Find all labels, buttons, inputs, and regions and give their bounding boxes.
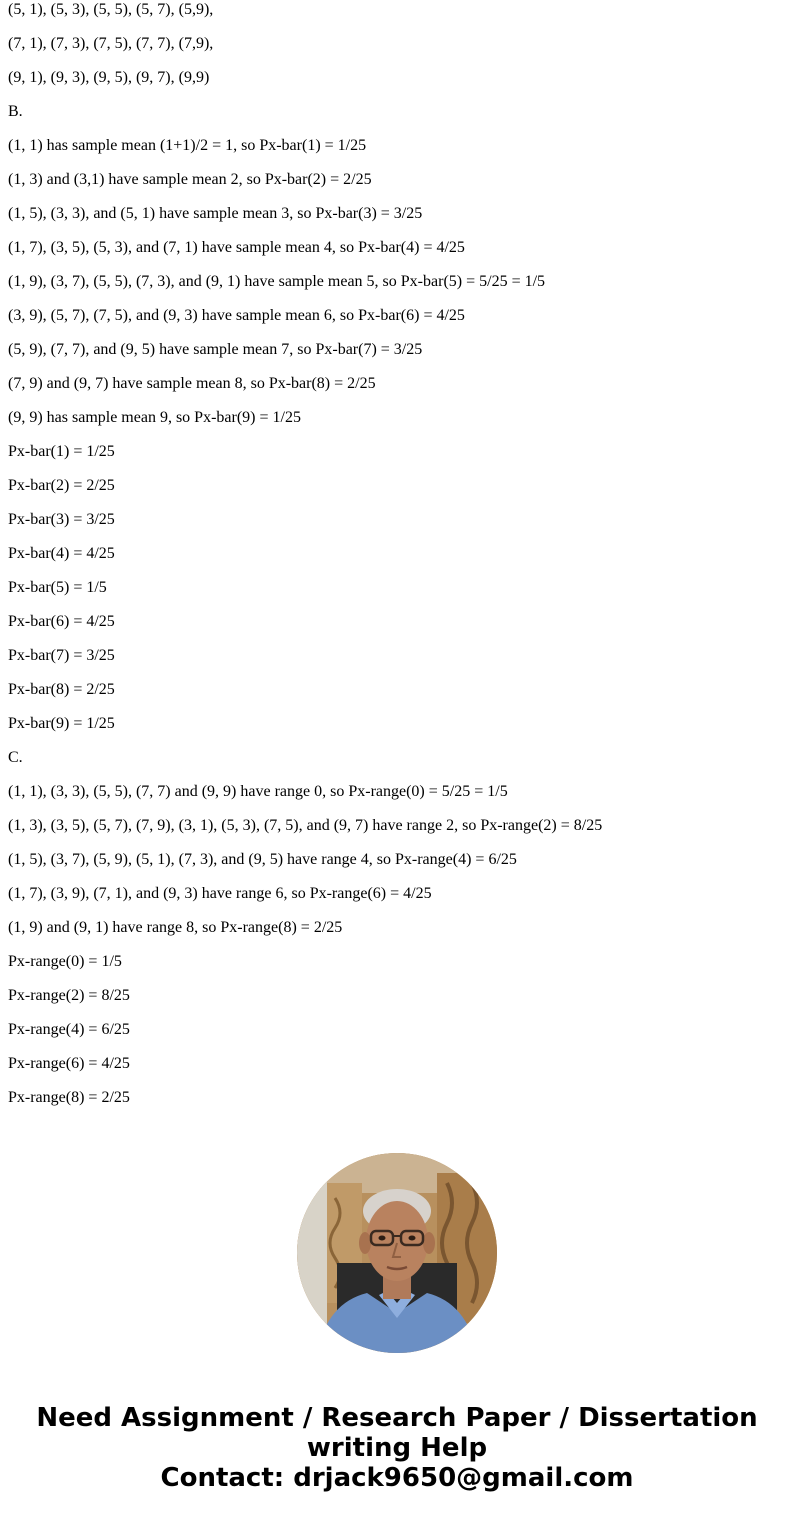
text-line: Px-bar(9) = 1/25 — [8, 715, 115, 732]
text-line: (7, 9) and (9, 7) have sample mean 8, so Px-bar(8) = 2/25 — [8, 375, 376, 392]
text-line: (3, 9), (5, 7), (7, 5), and (9, 3) have sample mean 6, so Px-bar(6) = 4/25 — [8, 307, 465, 324]
avatar — [297, 1153, 497, 1353]
text-line: Px-bar(8) = 2/25 — [8, 681, 115, 698]
text-line: (7, 1), (7, 3), (7, 5), (7, 7), (7,9), — [8, 35, 214, 52]
text-line: (9, 9) has sample mean 9, so Px-bar(9) = 1/25 — [8, 409, 301, 426]
text-line: Px-range(8) = 2/25 — [8, 1089, 130, 1106]
section-label: C. — [8, 749, 23, 766]
promo-headline: Need Assignment / Research Paper / Dissertation — [36, 1403, 758, 1433]
text-line: (5, 1), (5, 3), (5, 5), (5, 7), (5,9), — [8, 1, 214, 18]
text-line: (5, 9), (7, 7), and (9, 5) have sample mean 7, so Px-bar(7) = 3/25 — [8, 341, 423, 358]
text-line: (1, 1) has sample mean (1+1)/2 = 1, so Px-bar(1) = 1/25 — [8, 137, 367, 154]
text-line: (1, 5), (3, 3), and (5, 1) have sample mean 3, so Px-bar(3) = 3/25 — [8, 205, 423, 222]
text-line: Px-bar(6) = 4/25 — [8, 613, 115, 630]
text-line: Px-range(6) = 4/25 — [8, 1055, 130, 1072]
text-line: (1, 7), (3, 9), (7, 1), and (9, 3) have range 6, so Px-range(6) = 4/25 — [8, 885, 432, 902]
text-line: Px-range(0) = 1/5 — [8, 953, 122, 970]
text-line: (9, 1), (9, 3), (9, 5), (9, 7), (9,9) — [8, 69, 210, 86]
text-line: (1, 3) and (3,1) have sample mean 2, so Px-bar(2) = 2/25 — [8, 171, 372, 188]
text-line: Px-bar(1) = 1/25 — [8, 443, 115, 460]
text-line: (1, 1), (3, 3), (5, 5), (7, 7) and (9, 9) have range 0, so Px-range(0) = 5/25 = 1/5 — [8, 783, 508, 800]
text-line: (1, 9), (3, 7), (5, 5), (7, 3), and (9, 1) have sample mean 5, so Px-bar(5) = 5/25 = 1/5 — [8, 273, 546, 290]
text-line: (1, 9) and (9, 1) have range 8, so Px-range(8) = 2/25 — [8, 919, 343, 936]
avatar-portrait-icon — [297, 1153, 497, 1353]
text-line: Px-bar(2) = 2/25 — [8, 477, 115, 494]
text-line: (1, 3), (3, 5), (5, 7), (7, 9), (3, 1), (5, 3), (7, 5), and (9, 7) have range 2, so Px-range(2) = 8/25 — [8, 817, 603, 834]
text-line: Px-bar(3) = 3/25 — [8, 511, 115, 528]
promo-subheadline: writing Help — [306, 1433, 488, 1463]
text-line: (1, 7), (3, 5), (5, 3), and (7, 1) have sample mean 4, so Px-bar(4) = 4/25 — [8, 239, 465, 256]
promo-contact: Contact: drjack9650@gmail.com — [160, 1463, 634, 1493]
text-line: Px-bar(5) = 1/5 — [8, 579, 107, 596]
promo-banner — [0, 1403, 794, 1493]
text-line: Px-range(2) = 8/25 — [8, 987, 130, 1004]
section-label: B. — [8, 103, 23, 120]
text-line: Px-bar(4) = 4/25 — [8, 545, 115, 562]
text-line: Px-range(4) = 6/25 — [8, 1021, 130, 1038]
text-line: Px-bar(7) = 3/25 — [8, 647, 115, 664]
text-line: (1, 5), (3, 7), (5, 9), (5, 1), (7, 3), and (9, 5) have range 4, so Px-range(4) = 6/25 — [8, 851, 517, 868]
